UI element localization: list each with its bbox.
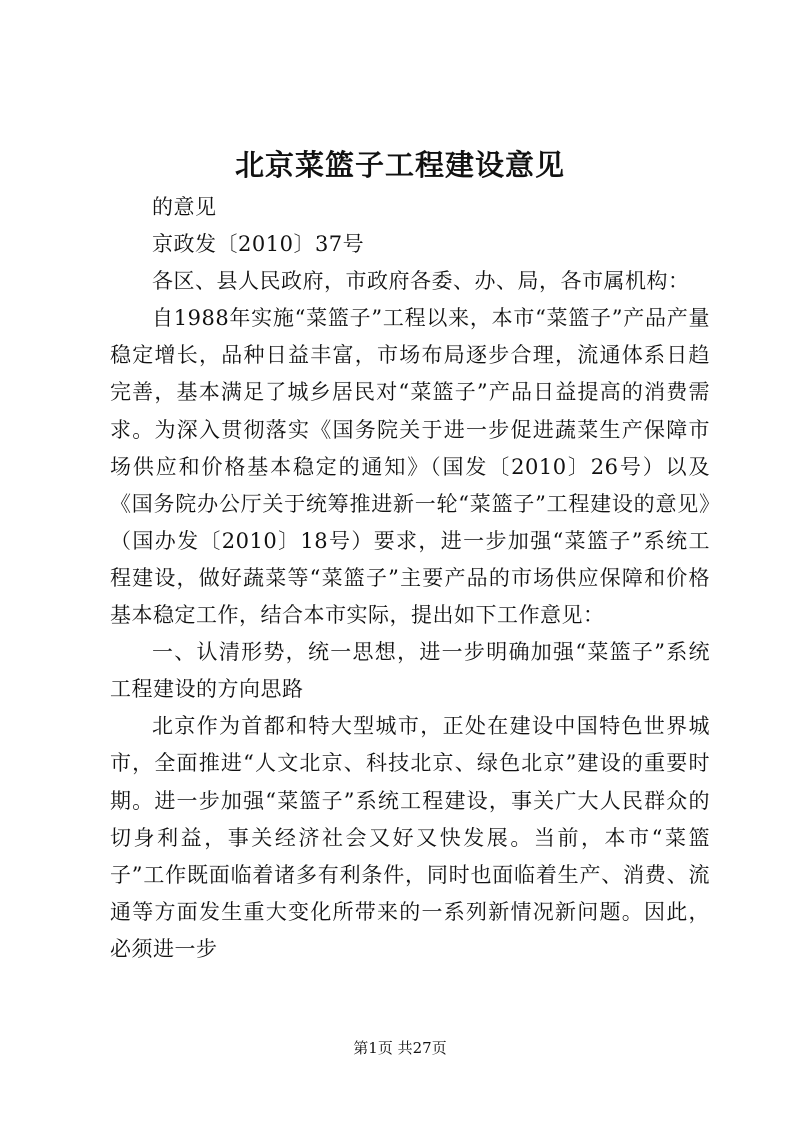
document-title: 北京菜篮子工程建设意见 — [234, 148, 565, 182]
paragraph-introduction: 自1988年实施“菜篮子”工程以来，本市“菜篮子”产品产量稳定增长，品种日益丰富，市场布局逐步合理，流通体系日趋完善，基本满足了城乡居民对“菜篮子”产品日益提高的消费需求。为深入贯彻落实《国务院关于进一步促进蔬菜生产保障市场供应和价格基本稳定的通知》（国发〔2010〕26号）以及《国务院办公厅关于统筹推进新一轮“菜篮子”工程建设的意见》（国办发〔2010〕18号）要求，进一步加强“菜篮子”系统工程建设，做好蔬菜等“菜篮子”主要产品的市场供应保障和价格基本稳定工作，结合本市实际，提出如下工作意见： — [110, 306, 710, 628]
paragraph-document-number: 京政发〔2010〕37号 — [152, 232, 365, 257]
document-body — [110, 189, 710, 968]
paragraph-section-heading: 一、认清形势，统一思想，进一步明确加强“菜篮子”系统工程建设的方向思路 — [110, 640, 710, 702]
page-footer: 第1页 共27页 — [353, 1039, 447, 1057]
paragraph-subtitle: 的意见 — [152, 195, 217, 219]
paragraph-addressees: 各区、县人民政府，市政府各委、办、局，各市属机构： — [152, 269, 690, 294]
paragraph-section-body: 北京作为首都和特大型城市，正处在建设中国特色世界城市，全面推进“人文北京、科技北京、绿色北京”建设的重要时期。进一步加强“菜篮子”系统工程建设，事关广大人民群众的切身利益，事关经济社会又好又快发展。当前，本市“菜篮子”工作既面临着诸多有利条件，同时也面临着生产、消费、流通等方面发生重大变化所带来的一系列新情况新问题。因此，必须进一步 — [110, 714, 710, 961]
